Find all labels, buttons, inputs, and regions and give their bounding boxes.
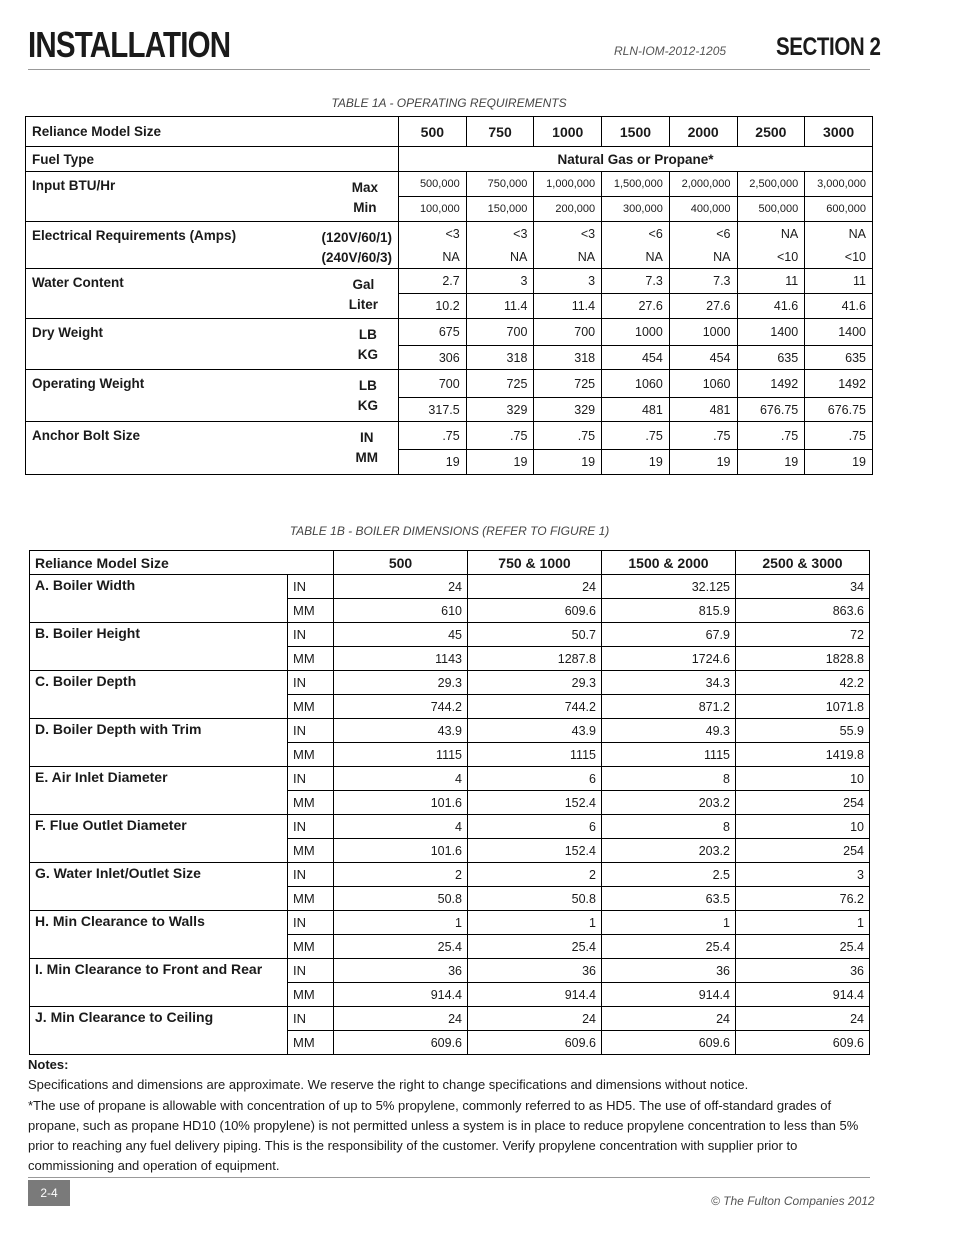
table-b-value-cell: 203.2 — [601, 791, 735, 815]
page-title: INSTALLATION — [28, 24, 231, 65]
table-b-value-cell: 744.2 — [468, 695, 602, 719]
table-b-value-cell: 101.6 — [334, 839, 468, 863]
table-a-value-cell: .75 — [534, 422, 602, 450]
table-b-value-cell: 914.4 — [601, 983, 735, 1007]
table-b-value-cell: 34 — [735, 575, 869, 599]
table-a-value-cell: .75 — [399, 422, 467, 450]
table-a-value-cell: 41.6 — [805, 294, 873, 319]
table-a-fuel-row — [26, 147, 873, 172]
table-b-value-cell: 1287.8 — [468, 647, 602, 671]
table-a-value-cell: .75 — [805, 422, 873, 450]
table-b-value-cell: 914.4 — [468, 983, 602, 1007]
table-a-value-cell: 1,500,000 — [602, 172, 670, 197]
unit-in: IN — [288, 815, 334, 839]
table-b-value-cell: 8 — [601, 767, 735, 791]
table-b-value-cell: 25.4 — [735, 935, 869, 959]
unit-labels — [352, 178, 378, 218]
table-b-value-cell: 10 — [735, 767, 869, 791]
table-b-caption: TABLE 1B - BOILER DIMENSIONS (REFER TO FIGURE 1) — [289, 524, 610, 538]
table-b-row-label: B. Boiler Height — [30, 623, 288, 671]
table-a-value-cell: 7.3 — [669, 269, 737, 294]
table-a-value-cell: 2.7 — [399, 269, 467, 294]
document-number: RLN-IOM-2012-1205 — [614, 44, 727, 58]
table-a-value-cell: 635 — [737, 346, 805, 370]
table-b-value-cell: 744.2 — [334, 695, 468, 719]
unit-labels — [356, 428, 379, 468]
table-a-value-cell: 2,500,000 — [737, 172, 805, 197]
row-name: Anchor Bolt Size — [32, 428, 141, 443]
table-a-value-cell: 725 — [466, 370, 534, 398]
unit-mm: MM — [288, 791, 334, 815]
table-b-row-label: C. Boiler Depth — [30, 671, 288, 719]
table-a-value-cell: 481 — [602, 398, 670, 422]
unit-label: (120V/60/1) — [321, 230, 392, 245]
table-a-value-cell: 318 — [534, 346, 602, 370]
table-a-value-cell: 1492 — [737, 370, 805, 398]
unit-label: MM — [355, 450, 378, 465]
table-a-value-cell: 600,000 — [805, 197, 873, 222]
table-b-value-cell: 34.3 — [601, 671, 735, 695]
unit-mm: MM — [288, 935, 334, 959]
table-b-value-cell: 49.3 — [601, 719, 735, 743]
table-a-value-cell: <3 — [466, 222, 534, 246]
table-a-value-cell: NA — [534, 245, 602, 269]
table-b-row-label: D. Boiler Depth with Trim — [30, 719, 288, 767]
table-b-value-cell: 1 — [601, 911, 735, 935]
table-a-corner-cell: Reliance Model Size — [26, 117, 399, 147]
table-a-value-cell: 11 — [737, 269, 805, 294]
table-b-value-cell: 24 — [735, 1007, 869, 1031]
table-b-value-cell: 1419.8 — [735, 743, 869, 767]
table-b-value-cell: 609.6 — [601, 1031, 735, 1055]
table-a-value-cell: 500,000 — [737, 197, 805, 222]
table-b-value-cell: 25.4 — [468, 935, 602, 959]
table-b-model-header: 2500 & 3000 — [735, 551, 869, 575]
unit-mm: MM — [288, 839, 334, 863]
table-a-value-cell: <3 — [534, 222, 602, 246]
notes-block — [28, 1055, 870, 1177]
table-b-row — [30, 815, 870, 839]
table-b-row — [30, 623, 870, 647]
notes-line-1: Specifications and dimensions are approximate. We reserve the right to change specifications and dimensions without notice. — [28, 1077, 749, 1093]
table-a-value-cell: <3 — [399, 222, 467, 246]
unit-label: KG — [357, 398, 378, 413]
table-b-row — [30, 767, 870, 791]
table-a-value-cell: 100,000 — [399, 197, 467, 222]
table-b-value-cell: 1724.6 — [601, 647, 735, 671]
table-b-value-cell: 815.9 — [601, 599, 735, 623]
table-b-value-cell: 50.7 — [468, 623, 602, 647]
table-a-value-cell: 10.2 — [399, 294, 467, 319]
table-a-value-cell: 19 — [669, 450, 737, 475]
table-b-value-cell: 36 — [735, 959, 869, 983]
table-b-row — [30, 719, 870, 743]
table-b-row-label: E. Air Inlet Diameter — [30, 767, 288, 815]
table-a-model-header: 1000 — [534, 117, 602, 147]
table-a-row — [26, 422, 873, 450]
table-a-value-cell: <10 — [737, 245, 805, 269]
table-b-value-cell: 254 — [735, 791, 869, 815]
table-b-row-label: G. Water Inlet/Outlet Size — [30, 863, 288, 911]
table-a-value-cell: NA — [399, 245, 467, 269]
table-b-value-cell: 6 — [468, 815, 602, 839]
table-b-value-cell: 254 — [735, 839, 869, 863]
table-a-row — [26, 370, 873, 398]
unit-in: IN — [288, 1007, 334, 1031]
table-a-value-cell: .75 — [602, 422, 670, 450]
table-b-value-cell: 1143 — [334, 647, 468, 671]
table-a-model-header: 500 — [399, 117, 467, 147]
table-b-value-cell: 2 — [334, 863, 468, 887]
table-b-row-label: A. Boiler Width — [30, 575, 288, 623]
table-a-value-cell: 11.4 — [534, 294, 602, 319]
table-b-value-cell: 610 — [334, 599, 468, 623]
copyright: © The Fulton Companies 2012 — [711, 1194, 875, 1208]
unit-mm: MM — [288, 743, 334, 767]
table-b-value-cell: 24 — [468, 1007, 602, 1031]
table-b-value-cell: 1 — [334, 911, 468, 935]
table-b-value-cell: 2.5 — [601, 863, 735, 887]
table-a-value-cell: 400,000 — [669, 197, 737, 222]
table-a-value-cell: .75 — [466, 422, 534, 450]
table-a-value-cell: 481 — [669, 398, 737, 422]
notes-heading: Notes: — [28, 1057, 69, 1072]
table-b-value-cell: 72 — [735, 623, 869, 647]
table-a-model-header: 2000 — [669, 117, 737, 147]
unit-in: IN — [288, 623, 334, 647]
table-a-model-header: 2500 — [737, 117, 805, 147]
table-a-value-cell: 1060 — [602, 370, 670, 398]
table-b-row — [30, 959, 870, 983]
unit-label: KG — [357, 347, 378, 362]
table-b-value-cell: 6 — [468, 767, 602, 791]
table-b-value-cell: 609.6 — [334, 1031, 468, 1055]
unit-labels — [321, 228, 392, 268]
row-name: Dry Weight — [32, 325, 104, 340]
unit-label: LB — [358, 327, 377, 342]
unit-labels — [358, 325, 378, 365]
unit-in: IN — [288, 767, 334, 791]
table-a-header-row — [26, 117, 873, 147]
table-a-value-cell: 11.4 — [466, 294, 534, 319]
table-b-value-cell: 10 — [735, 815, 869, 839]
table-a-value-cell: 329 — [466, 398, 534, 422]
table-b-value-cell: 914.4 — [334, 983, 468, 1007]
table-b-value-cell: 8 — [601, 815, 735, 839]
table-a-row-label — [26, 172, 399, 222]
unit-in: IN — [288, 959, 334, 983]
table-a-value-cell: 700 — [399, 370, 467, 398]
table-b-header-row — [30, 551, 870, 575]
table-b-value-cell: 76.2 — [735, 887, 869, 911]
table-a-row-label — [26, 319, 399, 370]
unit-in: IN — [288, 863, 334, 887]
table-a-value-cell: 1492 — [805, 370, 873, 398]
table-b-model-header: 500 — [334, 551, 468, 575]
table-a-value-cell: .75 — [669, 422, 737, 450]
table-b-value-cell: 50.8 — [334, 887, 468, 911]
unit-in: IN — [288, 671, 334, 695]
table-b-value-cell: 45 — [334, 623, 468, 647]
unit-in: IN — [288, 911, 334, 935]
table-a-value-cell: 676.75 — [737, 398, 805, 422]
table-b-value-cell: 1071.8 — [735, 695, 869, 719]
table-b-value-cell: 871.2 — [601, 695, 735, 719]
table-a-value-cell: 19 — [466, 450, 534, 475]
unit-mm: MM — [288, 695, 334, 719]
table-b-value-cell: 36 — [601, 959, 735, 983]
table-b-value-cell: 67.9 — [601, 623, 735, 647]
table-b-value-cell: 36 — [468, 959, 602, 983]
footer-rule — [28, 1177, 870, 1178]
table-b-value-cell: 24 — [601, 1007, 735, 1031]
table-b-value-cell: 25.4 — [334, 935, 468, 959]
table-b-value-cell: 55.9 — [735, 719, 869, 743]
table-a-value-cell: NA — [805, 222, 873, 246]
table-b-value-cell: 24 — [334, 1007, 468, 1031]
unit-label: Min — [353, 200, 377, 215]
table-b-row — [30, 1007, 870, 1031]
table-b-model-header: 1500 & 2000 — [601, 551, 735, 575]
table-b-value-cell: 36 — [334, 959, 468, 983]
table-b-value-cell: 1 — [468, 911, 602, 935]
table-a-value-cell: 19 — [534, 450, 602, 475]
table-a-value-cell: 635 — [805, 346, 873, 370]
table-b-value-cell: 50.8 — [468, 887, 602, 911]
table-b-row-label: F. Flue Outlet Diameter — [30, 815, 288, 863]
table-b-row — [30, 575, 870, 599]
table-b-value-cell: 32.125 — [601, 575, 735, 599]
table-a-value-cell: 750,000 — [466, 172, 534, 197]
table-b-value-cell: 24 — [334, 575, 468, 599]
table-a-value-cell: 150,000 — [466, 197, 534, 222]
table-a-value-cell: 19 — [805, 450, 873, 475]
table-a-value-cell: 1000 — [602, 319, 670, 346]
table-b-value-cell: 43.9 — [468, 719, 602, 743]
table-a-value-cell: 700 — [534, 319, 602, 346]
table-a-model-header: 3000 — [805, 117, 873, 147]
table-b-value-cell: 29.3 — [468, 671, 602, 695]
table-a-value-cell: 500,000 — [399, 172, 467, 197]
table-b-row — [30, 671, 870, 695]
table-b-value-cell: 1115 — [468, 743, 602, 767]
table-b-value-cell: 152.4 — [468, 791, 602, 815]
table-b-value-cell: 24 — [468, 575, 602, 599]
table-a-value-cell: 300,000 — [602, 197, 670, 222]
table-a-value-cell: 3 — [466, 269, 534, 294]
table-a-value-cell: 454 — [602, 346, 670, 370]
table-b-value-cell: 2 — [468, 863, 602, 887]
table-a-row — [26, 172, 873, 197]
table-b-row — [30, 911, 870, 935]
table-a-value-cell: 317.5 — [399, 398, 467, 422]
unit-label: (240V/60/3) — [321, 250, 392, 265]
table-b-row-label: J. Min Clearance to Ceiling — [30, 1007, 288, 1055]
table-a-model-header: 1500 — [602, 117, 670, 147]
table-a-row-label — [26, 269, 399, 319]
unit-mm: MM — [288, 1031, 334, 1055]
table-a-value-cell: <6 — [602, 222, 670, 246]
unit-labels — [349, 275, 378, 315]
table-a-value-cell: 11 — [805, 269, 873, 294]
table-b-value-cell: 3 — [735, 863, 869, 887]
table-b-model-header: 750 & 1000 — [468, 551, 602, 575]
row-name: Input BTU/Hr — [32, 178, 116, 193]
unit-label: Liter — [348, 297, 378, 312]
table-b-value-cell: 4 — [334, 815, 468, 839]
table-b-value-cell: 1 — [735, 911, 869, 935]
table-a-value-cell: 41.6 — [737, 294, 805, 319]
table-a-value-cell: 27.6 — [669, 294, 737, 319]
table-a-value-cell: 1,000,000 — [534, 172, 602, 197]
row-name: Electrical Requirements (Amps) — [32, 228, 237, 243]
table-b-value-cell: 1115 — [601, 743, 735, 767]
table-a-value-cell: 329 — [534, 398, 602, 422]
section-label: SECTION 2 — [776, 33, 881, 61]
unit-labels — [358, 376, 378, 416]
table-a-value-cell: 200,000 — [534, 197, 602, 222]
table-a-row-label — [26, 370, 399, 422]
unit-in: IN — [288, 719, 334, 743]
table-a-value-cell: NA — [466, 245, 534, 269]
table-a-value-cell: 1000 — [669, 319, 737, 346]
table-b-value-cell: 29.3 — [334, 671, 468, 695]
table-a-value-cell: 1400 — [805, 319, 873, 346]
table-a-row-label — [26, 222, 399, 269]
table-a-value-cell: NA — [737, 222, 805, 246]
table-b-value-cell: 609.6 — [735, 1031, 869, 1055]
table-a-value-cell: NA — [669, 245, 737, 269]
table-a-value-cell: 3 — [534, 269, 602, 294]
table-b-value-cell: 1115 — [334, 743, 468, 767]
table-a-value-cell: 2,000,000 — [669, 172, 737, 197]
table-a-value-cell: 675 — [399, 319, 467, 346]
table-a-value-cell: 1060 — [669, 370, 737, 398]
table-a-value-cell: 318 — [466, 346, 534, 370]
table-a-model-header: 750 — [466, 117, 534, 147]
table-a-value-cell: 1400 — [737, 319, 805, 346]
table-a-value-cell: 454 — [669, 346, 737, 370]
table-a-value-cell: 19 — [602, 450, 670, 475]
table-a-value-cell: NA — [602, 245, 670, 269]
unit-mm: MM — [288, 983, 334, 1007]
table-a-value-cell: 725 — [534, 370, 602, 398]
table-a-value-cell: 27.6 — [602, 294, 670, 319]
table-a-value-cell: 700 — [466, 319, 534, 346]
table-b-value-cell: 609.6 — [468, 1031, 602, 1055]
table-b-value-cell: 863.6 — [735, 599, 869, 623]
table-a-row — [26, 269, 873, 294]
table-b-value-cell: 4 — [334, 767, 468, 791]
table-a-value-cell: <10 — [805, 245, 873, 269]
table-b-value-cell: 1828.8 — [735, 647, 869, 671]
unit-mm: MM — [288, 647, 334, 671]
table-b-row — [30, 863, 870, 887]
table-b-value-cell: 63.5 — [601, 887, 735, 911]
row-name: Water Content — [32, 275, 124, 290]
table-b-corner-cell: Reliance Model Size — [30, 551, 334, 575]
table-a-row-label — [26, 422, 399, 475]
table-b-value-cell: 25.4 — [601, 935, 735, 959]
table-a-caption: TABLE 1A - OPERATING REQUIREMENTS — [331, 96, 567, 110]
unit-mm: MM — [288, 599, 334, 623]
table-a-value-cell: <6 — [669, 222, 737, 246]
unit-label: IN — [360, 430, 374, 445]
fuel-type-label: Fuel Type — [26, 147, 399, 172]
table-b-value-cell: 609.6 — [468, 599, 602, 623]
table-a-value-cell: 7.3 — [602, 269, 670, 294]
boiler-dimensions-table — [29, 550, 870, 1055]
unit-label: Max — [351, 180, 378, 195]
unit-in: IN — [288, 575, 334, 599]
table-a-row — [26, 319, 873, 346]
table-a-value-cell: 19 — [737, 450, 805, 475]
unit-mm: MM — [288, 887, 334, 911]
table-b-value-cell: 43.9 — [334, 719, 468, 743]
page-number: 2-4 — [28, 1180, 70, 1206]
unit-label: Gal — [352, 277, 375, 292]
table-a-value-cell: .75 — [737, 422, 805, 450]
table-b-row-label: I. Min Clearance to Front and Rear — [30, 959, 288, 1007]
table-b-value-cell: 203.2 — [601, 839, 735, 863]
table-b-value-cell: 42.2 — [735, 671, 869, 695]
table-b-value-cell: 101.6 — [334, 791, 468, 815]
row-name: Operating Weight — [32, 376, 145, 391]
table-a-row — [26, 222, 873, 246]
notes-line-2: *The use of propane is allowable with concentration of up to 5% propylene, commonly referred to as HD5. The use of off-standard grades of propane, such as propane HD10 (10% propylene) is not permitted unless a system is in place to reduce propylene concentration to less than 5% prior to reaching any fuel delivery piping. This is the responsibility of the customer. Verify propylene concentration with supplier prior to commissioning and operation of equipment. — [28, 1097, 859, 1174]
fuel-type-value: Natural Gas or Propane* — [399, 147, 873, 172]
table-a-value-cell: 306 — [399, 346, 467, 370]
table-b-value-cell: 152.4 — [468, 839, 602, 863]
operating-requirements-table — [25, 116, 873, 475]
unit-label: LB — [358, 378, 377, 393]
table-b-value-cell: 914.4 — [735, 983, 869, 1007]
table-a-value-cell: 19 — [399, 450, 467, 475]
header-rule — [28, 69, 870, 70]
table-b-row-label: H. Min Clearance to Walls — [30, 911, 288, 959]
table-a-value-cell: 3,000,000 — [805, 172, 873, 197]
table-a-value-cell: 676.75 — [805, 398, 873, 422]
